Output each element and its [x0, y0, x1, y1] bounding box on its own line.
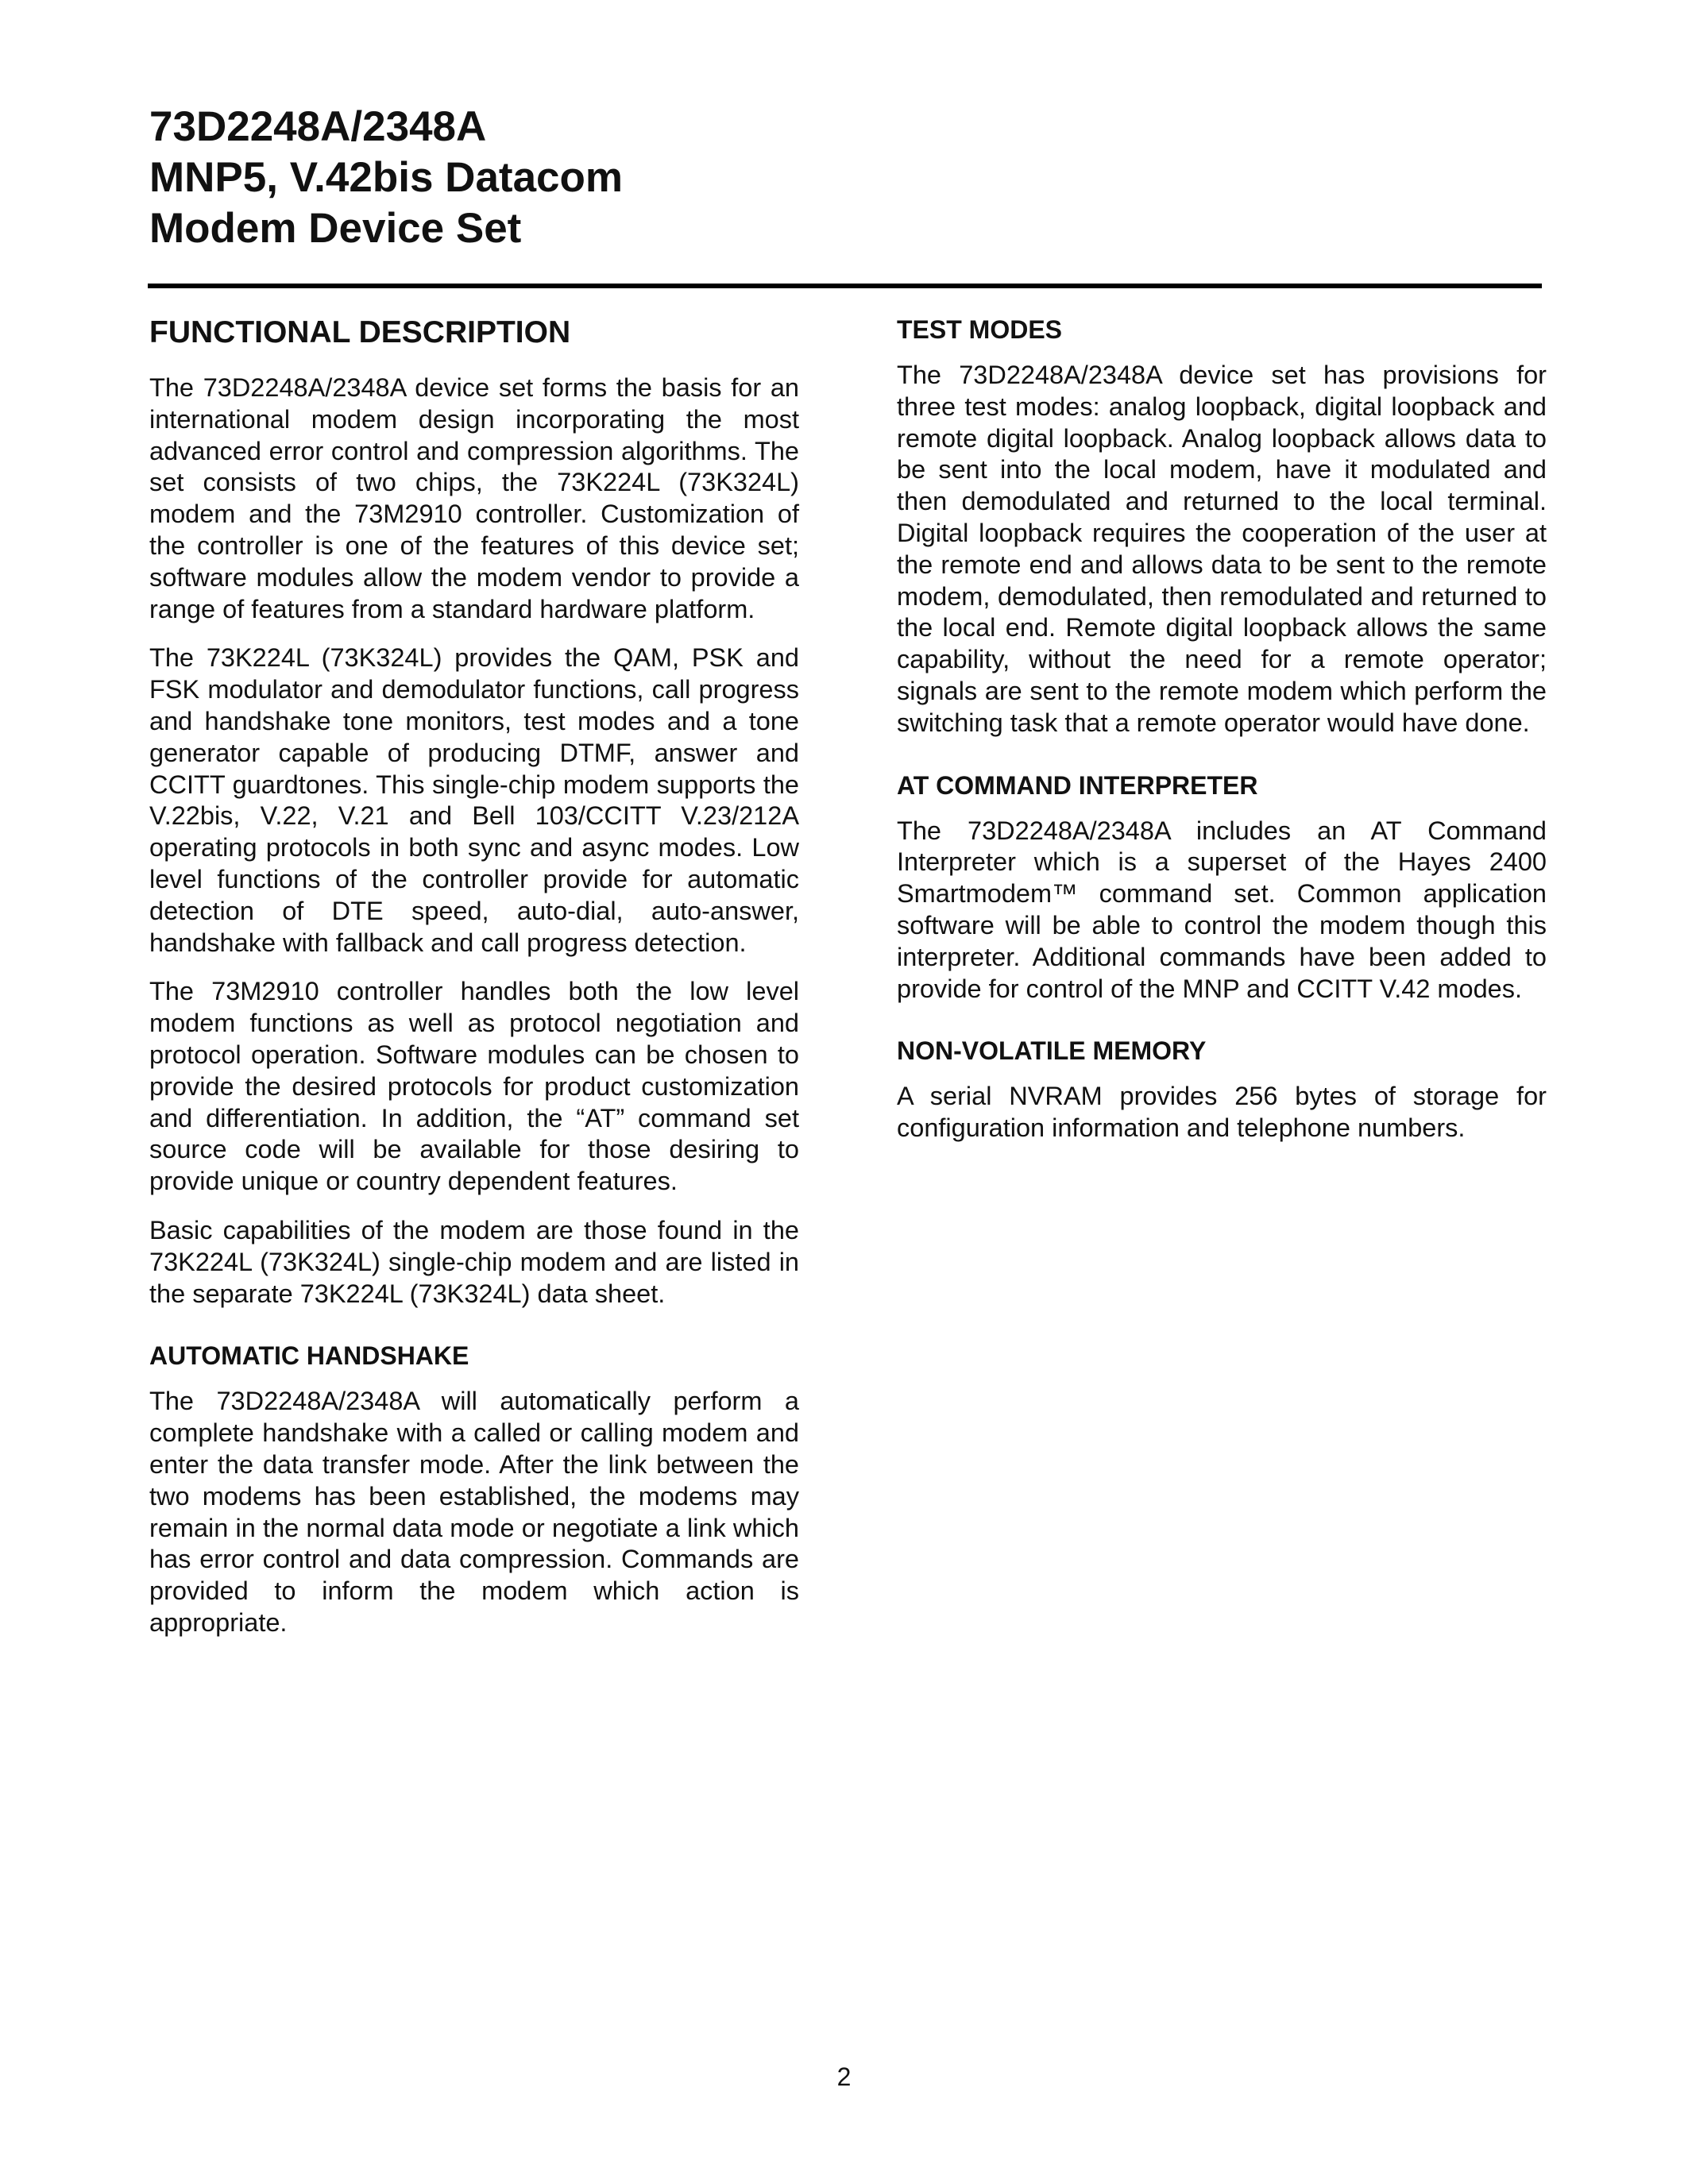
section-at-command-interpreter	[897, 770, 1547, 1005]
left-column	[149, 314, 799, 1657]
paragraph: The 73M2910 controller handles both the low level modem functions as well as protocol negotiation and protocol operation. Software modules can be chosen to provide the desired protocols for product customization and differentiation. In addition, the “AT” command set source code will be available for those desiring to provide unique or country dependent features.	[149, 977, 799, 1196]
section-automatic-handshake	[149, 1340, 799, 1638]
section-functional-description	[149, 314, 799, 1310]
title-line-protocols: MNP5, V.42bis Datacom	[149, 154, 624, 201]
title-line-part-number: 73D2248A/2348A	[149, 103, 487, 150]
section-heading-non-volatile-memory: NON-VOLATILE MEMORY	[897, 1036, 1207, 1066]
right-column	[897, 314, 1547, 1162]
section-heading-test-modes: TEST MODES	[897, 315, 1063, 344]
paragraph: The 73D2248A/2348A device set forms the basis for an international modem design incorporating the most advanced error control and compression algorithms. The set consists of two chips, the 73K224L (73K324L) modem and the 73M2910 controller. Customization of the controller is one of the features of this device set; software modules allow the modem vendor to provide a range of features from a standard hardware platform.	[149, 373, 799, 623]
section-heading-functional-description: FUNCTIONAL DESCRIPTION	[149, 315, 571, 349]
document-title	[149, 102, 1103, 254]
section-non-volatile-memory	[897, 1035, 1547, 1144]
paragraph: The 73D2248A/2348A includes an AT Command Interpreter which is a superset of the Hayes 2400 Smartmodem™ command set. Common application software will be able to control the modem though this interpreter. Additional commands have been added to provide for control of the MNP and CCITT V.42 modes.	[897, 816, 1547, 1003]
paragraph: A serial NVRAM provides 256 bytes of storage for configuration information and telephone numbers.	[897, 1082, 1547, 1143]
page-number: 2	[836, 2062, 852, 2091]
title-line-device-set: Modem Device Set	[149, 205, 522, 252]
paragraph: The 73D2248A/2348A device set has provisions for three test modes: analog loopback, digital loopback and remote digital loopback. Analog loopback allows data to be sent into the local modem, have it modulated and then demodulated and returned to the local terminal. Digital loopback requires the cooperation of the user at the remote end and allows data to be sent to the remote modem, demodulated, then remodulated and returned to the local end. Remote digital loopback allows the same capability, without the need for a remote operator; signals are sent to the remote modem which perform the switching task that a remote operator would have done.	[897, 361, 1547, 737]
paragraph: Basic capabilities of the modem are those found in the 73K224L (73K324L) single-chip modem and are listed in the separate 73K224L (73K324L) data sheet.	[149, 1215, 799, 1308]
section-test-modes	[897, 314, 1547, 739]
section-heading-at-command-interpreter: AT COMMAND INTERPRETER	[897, 770, 1258, 800]
header-divider	[148, 284, 1542, 288]
section-heading-automatic-handshake: AUTOMATIC HANDSHAKE	[149, 1341, 469, 1371]
paragraph: The 73K224L (73K324L) provides the QAM, PSK and FSK modulator and demodulator functions, call progress and handshake tone monitors, test modes and a tone generator capable of producing DTMF, answer and CCITT guardtones. This single-chip modem supports the V.22bis, V.22, V.21 and Bell 103/CCITT V.23/212A operating protocols in both sync and async modes. Low level functions of the controller provide for automatic detection of DTE speed, auto-dial, auto-answer, handshake with fallback and call progress detection.	[149, 643, 799, 957]
paragraph: The 73D2248A/2348A will automatically perform a complete handshake with a called or calling modem and enter the data transfer mode. After the link between the two modems has been established, the modems may remain in the normal data mode or negotiate a link which has error control and data compression. Commands are provided to inform the modem which action is appropriate.	[149, 1387, 799, 1637]
